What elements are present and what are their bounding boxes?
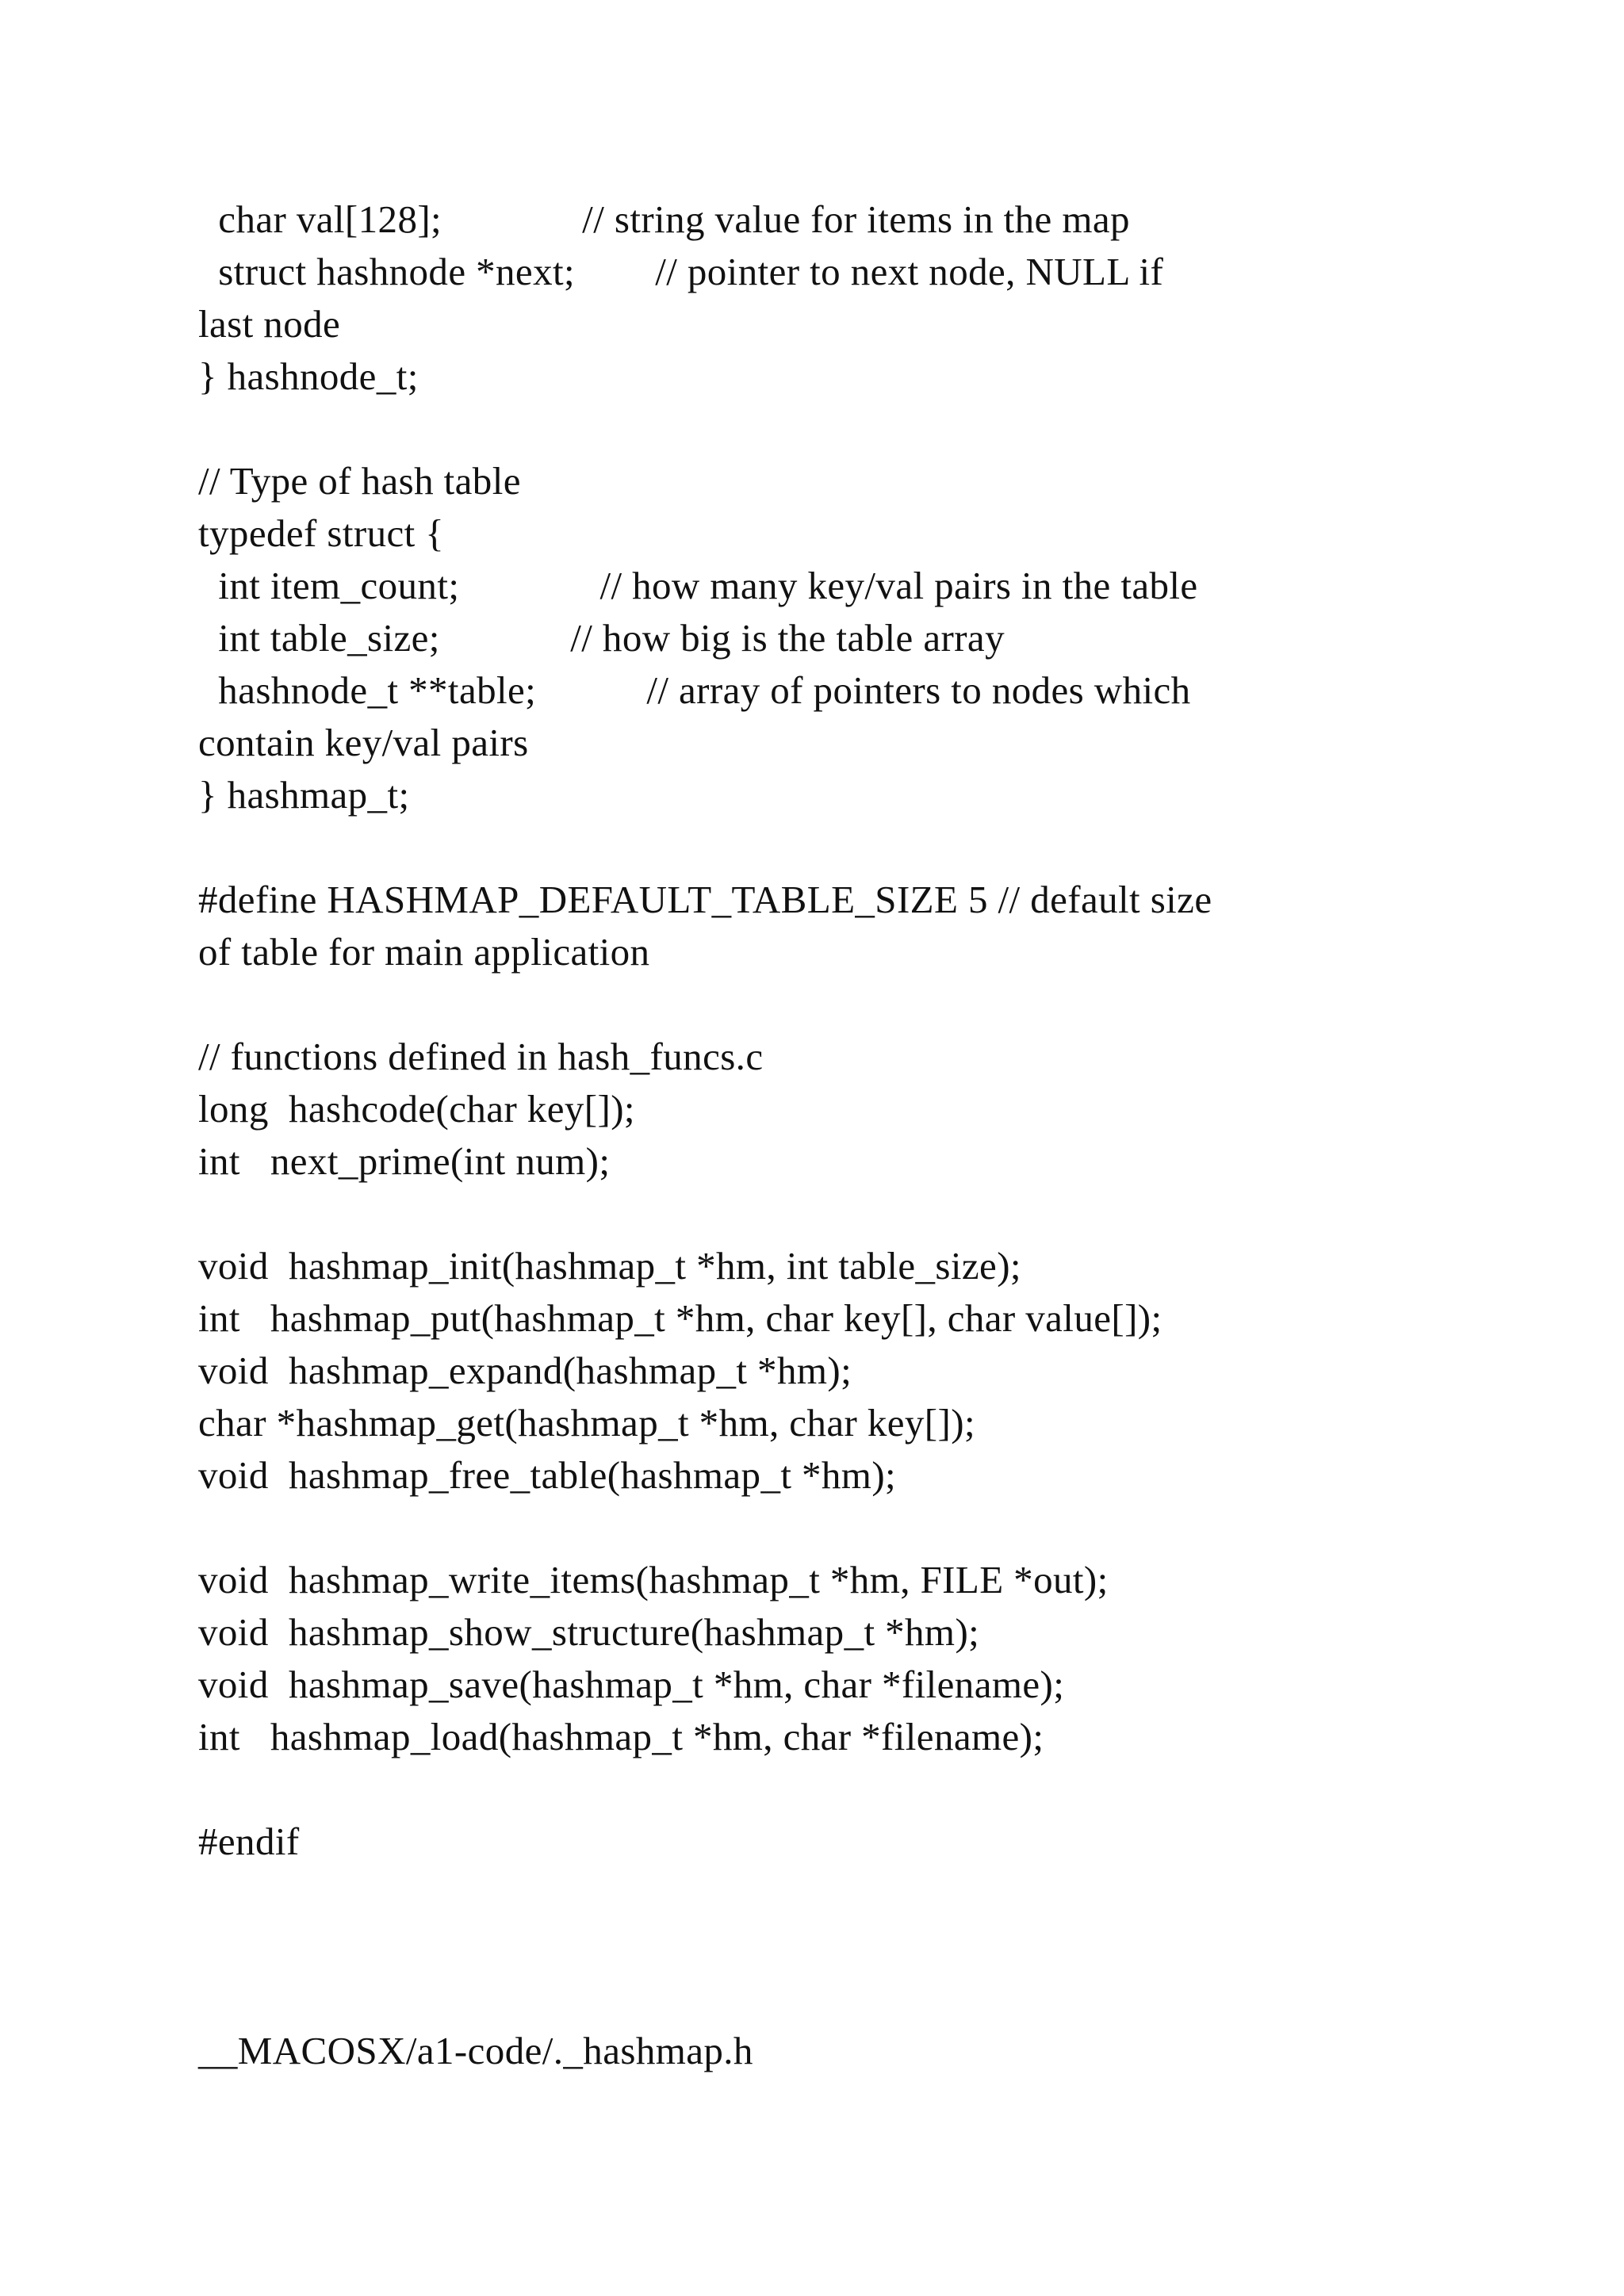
code-line: char val[128]; // string value for items in the map (198, 197, 1130, 241)
code-line: } hashmap_t; (198, 773, 410, 817)
code-line: struct hashnode *next; // pointer to next node, NULL if (198, 250, 1164, 293)
code-line: // Type of hash table (198, 459, 521, 503)
code-line: int hashmap_load(hashmap_t *hm, char *filename); (198, 1715, 1044, 1758)
code-line: last node (198, 302, 341, 346)
code-line: typedef struct { (198, 511, 445, 555)
code-line: int next_prime(int num); (198, 1139, 611, 1183)
file-path-label: __MACOSX/a1-code/._hashmap.h (198, 2029, 753, 2072)
code-line: // functions defined in hash_funcs.c (198, 1035, 764, 1078)
code-line: } hashnode_t; (198, 354, 419, 398)
code-line: void hashmap_show_structure(hashmap_t *hm); (198, 1610, 980, 1654)
code-line: void hashmap_free_table(hashmap_t *hm); (198, 1453, 897, 1497)
code-line: int item_count; // how many key/val pairs in the table (198, 564, 1198, 607)
code-line: of table for main application (198, 930, 650, 974)
code-line: char *hashmap_get(hashmap_t *hm, char key[]); (198, 1401, 975, 1445)
code-line: void hashmap_save(hashmap_t *hm, char *filename); (198, 1663, 1065, 1706)
code-line: int hashmap_put(hashmap_t *hm, char key[], char value[]); (198, 1296, 1162, 1340)
code-line: hashnode_t **table; // array of pointers to nodes which (198, 668, 1191, 712)
code-line: void hashmap_write_items(hashmap_t *hm, FILE *out); (198, 1558, 1109, 1601)
code-line: contain key/val pairs (198, 721, 529, 764)
code-line: void hashmap_init(hashmap_t *hm, int table_size); (198, 1244, 1021, 1288)
code-line: int table_size; // how big is the table array (198, 616, 1005, 660)
code-line: #define HASHMAP_DEFAULT_TABLE_SIZE 5 // default size (198, 878, 1212, 921)
code-line: #endif (198, 1820, 300, 1863)
code-line: void hashmap_expand(hashmap_t *hm); (198, 1349, 852, 1392)
code-line: long hashcode(char key[]); (198, 1087, 635, 1131)
